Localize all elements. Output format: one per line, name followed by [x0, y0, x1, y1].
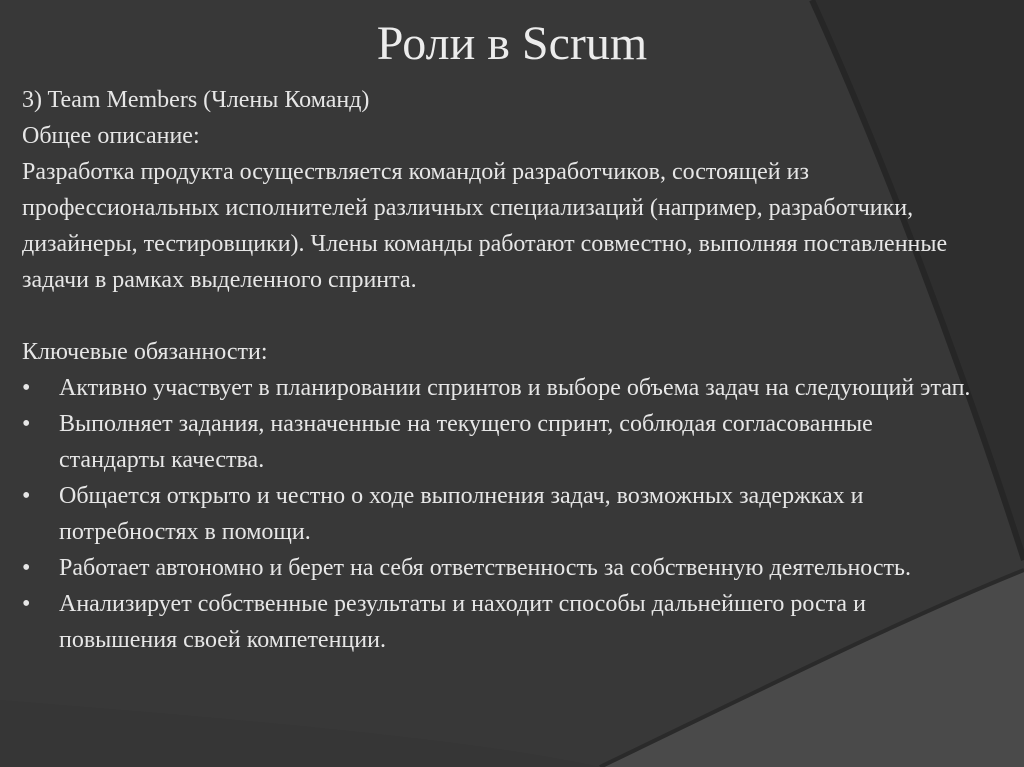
- duties-label: Ключевые обязанности:: [22, 339, 268, 365]
- description-label: Общее описание:: [22, 123, 200, 149]
- duty-item: [22, 406, 982, 478]
- duty-text: Работает автономно и берет на себя ответственность за собственную деятельность.: [59, 555, 911, 581]
- duty-text: Анализирует собственные результаты и находит способы дальнейшего роста и повышения своей компетенции.: [59, 591, 866, 653]
- bullet-icon: •: [22, 555, 31, 581]
- bullet-icon: •: [22, 411, 31, 437]
- duty-item: [22, 478, 982, 550]
- spacer: [22, 298, 982, 334]
- section-heading: 3) Team Members (Члены Команд): [22, 87, 370, 113]
- description-text: Разработка продукта осуществляется командой разработчиков, состоящей из профессиональных исполнителей различных специализаций (например, разработчики, дизайнеры, тестировщики). Члены команды работают совместно, выполняя поставленные задачи в рамках выделенного спринта.: [22, 159, 948, 293]
- duty-item: [22, 586, 982, 658]
- duty-item: [22, 370, 982, 406]
- duty-item: [22, 550, 982, 586]
- duties-list: [22, 370, 982, 658]
- bullet-icon: •: [22, 375, 31, 401]
- bullet-icon: •: [22, 483, 31, 509]
- duty-text: Выполняет задания, назначенные на текущего спринт, соблюдая согласованные стандарты качества.: [59, 411, 873, 473]
- slide-body: [22, 82, 982, 658]
- slide-title: Роли в Scrum: [376, 17, 648, 70]
- duty-text: Общается открыто и честно о ходе выполнения задач, возможных задержках и потребностях в помощи.: [59, 483, 864, 545]
- duty-text: Активно участвует в планировании спринтов и выборе объема задач на следующий этап.: [59, 375, 971, 401]
- bullet-icon: •: [22, 591, 31, 617]
